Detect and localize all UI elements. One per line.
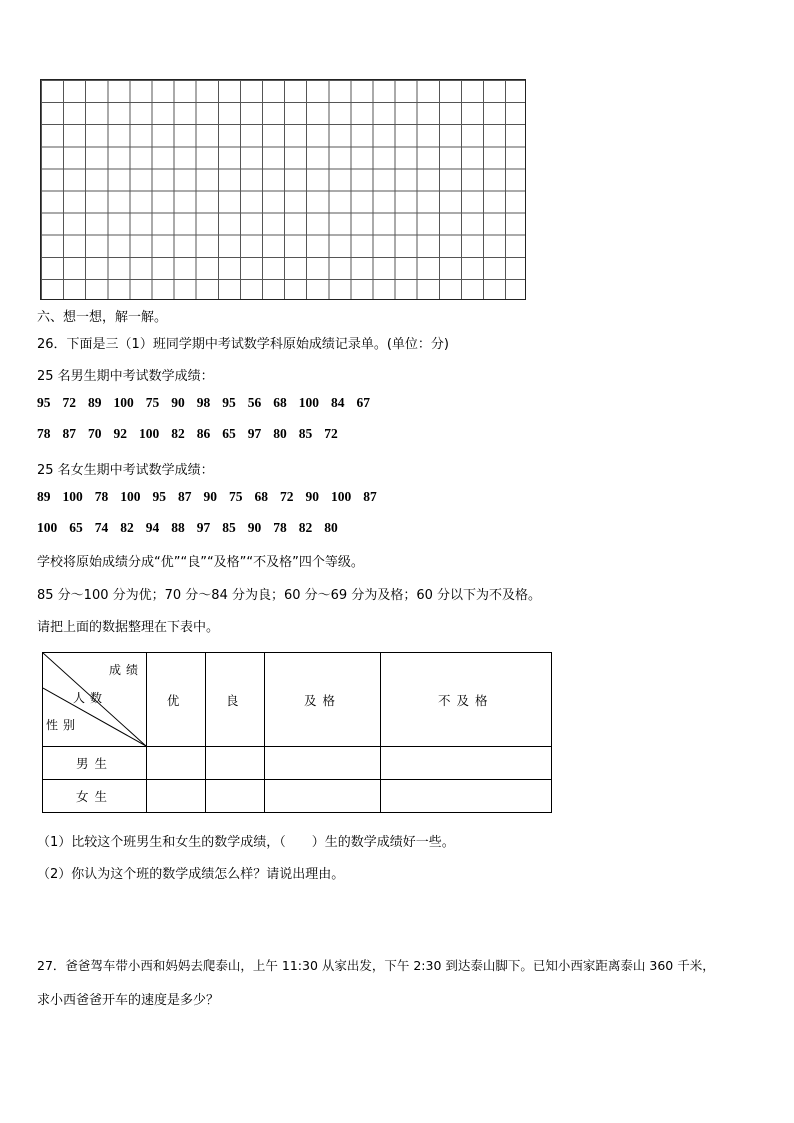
section-title: 六、想一想，解一解。 — [37, 310, 168, 325]
row-header-girls: 女生 — [43, 780, 147, 813]
col-header-fail: 不及格 — [380, 653, 551, 747]
score: 90 — [247, 520, 262, 535]
boys-scores-row1 — [37, 395, 382, 411]
answer-cell[interactable] — [147, 747, 206, 780]
score: 95 — [222, 395, 236, 410]
score: 100 — [62, 489, 83, 504]
score: 97 — [247, 426, 262, 441]
score: 100 — [139, 426, 160, 441]
score: 70 — [88, 426, 102, 441]
score: 82 — [120, 520, 134, 535]
grade-rule: 85 分～100 分为优；70 分～84 分为良；60 分～69 分为及格；60 分以下为不及格。 — [37, 588, 541, 603]
q27-line1: 27．爸爸驾车带小西和妈妈去爬泰山，上午 11:30 从家出发，下午 2:30 到达泰山脚下。已知小西家距离泰山 360 千米， — [37, 958, 715, 973]
diag-label-score: 成绩 — [109, 663, 144, 677]
score: 97 — [196, 520, 211, 535]
score: 65 — [69, 520, 83, 535]
score: 100 — [331, 489, 352, 504]
score: 87 — [178, 489, 192, 504]
score: 98 — [196, 395, 211, 410]
answer-cell[interactable] — [206, 780, 265, 813]
score: 56 — [247, 395, 262, 410]
answer-cell[interactable] — [265, 780, 380, 813]
score: 72 — [280, 489, 294, 504]
score: 68 — [254, 489, 268, 504]
grade-table — [42, 652, 552, 813]
score: 89 — [37, 489, 51, 504]
table-instruction: 请把上面的数据整理在下表中。 — [37, 620, 220, 635]
score: 85 — [222, 520, 236, 535]
score: 90 — [305, 489, 319, 504]
score: 65 — [222, 426, 236, 441]
score: 78 — [37, 426, 51, 441]
score: 92 — [113, 426, 127, 441]
girls-scores-row1 — [37, 489, 389, 505]
score: 87 — [62, 426, 76, 441]
answer-cell[interactable] — [147, 780, 206, 813]
boys-title: 25 名男生期中考试数学成绩： — [37, 369, 214, 384]
score: 72 — [62, 395, 76, 410]
score: 100 — [113, 395, 134, 410]
score: 100 — [37, 520, 58, 535]
score: 94 — [145, 520, 160, 535]
writing-grid — [40, 79, 526, 300]
grade-note: 学校将原始成绩分成“优”“良”“及格”“不及格”四个等级。 — [37, 555, 364, 570]
sub-question-2: （2）你认为这个班的数学成绩怎么样？请说出理由。 — [37, 867, 345, 882]
diagonal-header-cell — [43, 653, 147, 747]
q27-line2: 求小西爸爸开车的速度是多少？ — [37, 993, 220, 1008]
q26-intro: 26．下面是三（1）班同学期中考试数学科原始成绩记录单。(单位：分) — [37, 337, 449, 352]
col-header-excellent: 优 — [147, 653, 206, 747]
col-header-pass: 及格 — [265, 653, 380, 747]
score: 100 — [120, 489, 141, 504]
score: 82 — [298, 520, 313, 535]
score: 88 — [171, 520, 185, 535]
score: 75 — [145, 395, 160, 410]
score: 72 — [324, 426, 338, 441]
score: 78 — [94, 489, 109, 504]
score: 78 — [273, 520, 287, 535]
score: 95 — [152, 489, 166, 504]
score: 74 — [94, 520, 109, 535]
answer-cell[interactable] — [206, 747, 265, 780]
score: 86 — [196, 426, 211, 441]
score: 82 — [171, 426, 185, 441]
girls-title: 25 名女生期中考试数学成绩： — [37, 463, 214, 478]
score: 90 — [171, 395, 185, 410]
score: 89 — [88, 395, 102, 410]
score: 67 — [356, 395, 370, 410]
diag-label-gender: 性别 — [46, 718, 81, 732]
diag-label-count: 人数 — [73, 691, 108, 705]
score: 87 — [363, 489, 377, 504]
answer-cell[interactable] — [380, 747, 551, 780]
score: 90 — [203, 489, 217, 504]
score: 75 — [229, 489, 243, 504]
score: 80 — [273, 426, 287, 441]
score: 85 — [298, 426, 313, 441]
score: 68 — [273, 395, 287, 410]
score: 80 — [324, 520, 338, 535]
answer-cell[interactable] — [265, 747, 380, 780]
answer-cell[interactable] — [380, 780, 551, 813]
score: 84 — [331, 395, 345, 410]
score: 95 — [37, 395, 51, 410]
score: 100 — [298, 395, 319, 410]
row-header-boys: 男生 — [43, 747, 147, 780]
col-header-good: 良 — [206, 653, 265, 747]
girls-scores-row2 — [37, 520, 350, 536]
sub-question-1: （1）比较这个班男生和女生的数学成绩，（ ）生的数学成绩好一些。 — [37, 835, 455, 850]
boys-scores-row2 — [37, 426, 350, 442]
